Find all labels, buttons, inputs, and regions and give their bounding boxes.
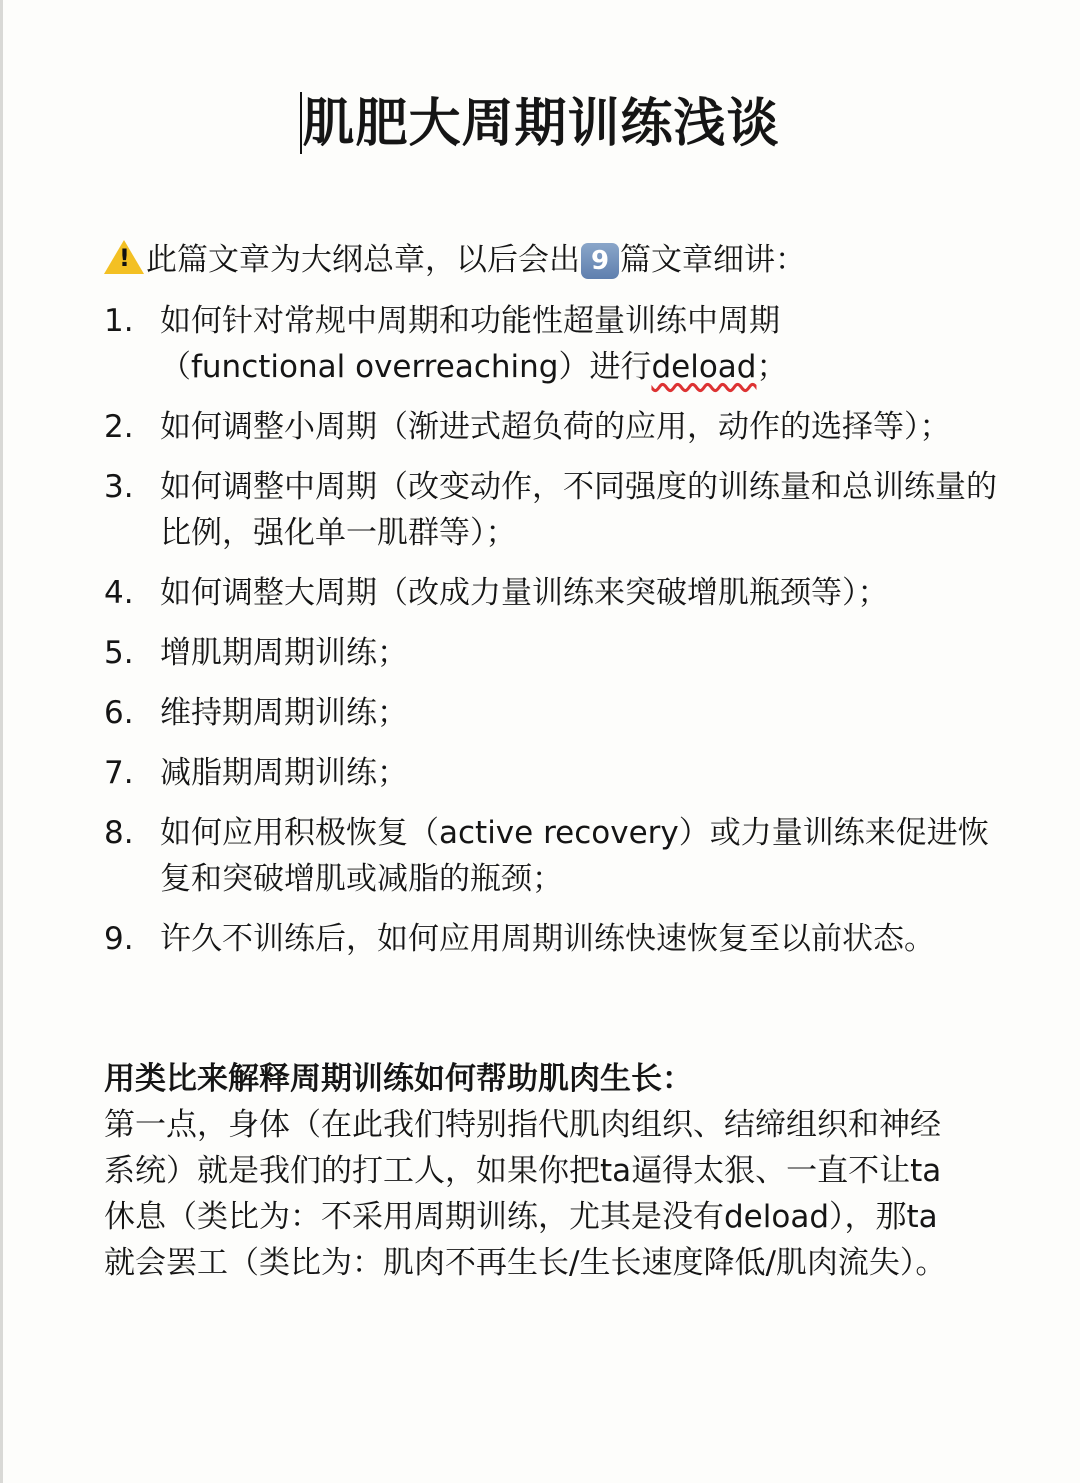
list-number: 8. bbox=[104, 815, 134, 851]
text-cursor bbox=[300, 92, 302, 154]
list-item bbox=[104, 464, 1004, 556]
list-item-text: 如何针对常规中周期和功能性超量训练中周期 bbox=[160, 303, 780, 339]
list-item-text: 减脂期周期训练； bbox=[160, 755, 408, 791]
list-item-text: 增肌期周期训练； bbox=[160, 635, 408, 671]
warning-icon bbox=[104, 240, 144, 274]
list-item-text-end: ； bbox=[756, 349, 788, 385]
section-heading: 用类比来解释周期训练如何帮助肌肉生长： bbox=[104, 1061, 693, 1097]
list-number: 2. bbox=[104, 409, 134, 445]
list-item-text: 如何调整中周期（改变动作，不同强度的训练量和总训练量的比例，强化单一肌群等）； bbox=[160, 469, 997, 551]
list-item-text: 如何调整小周期（渐进式超负荷的应用，动作的选择等）； bbox=[160, 409, 951, 445]
list-item bbox=[104, 916, 1004, 962]
list-item-text-continued: （functional overreaching）进行 bbox=[160, 349, 652, 385]
intro-line bbox=[104, 236, 1004, 284]
outline-list bbox=[104, 298, 1004, 976]
list-item bbox=[104, 810, 1004, 902]
section-paragraph: 第一点，身体（在此我们特别指代肌肉组织、结缔组织和神经系统）就是我们的打工人，如果你把ta逼得太狠、一直不让ta休息（类比为：不采用周期训练，尤其是没有deload），那ta就会罢工（类比为：肌肉不再生长/生长速度降低/肌肉流失）。 bbox=[104, 1107, 947, 1281]
list-item-text: 许久不训练后，如何应用周期训练快速恢复至以前状态。 bbox=[160, 921, 935, 957]
list-item bbox=[104, 404, 1004, 450]
intro-text-before: 此篇文章为大纲总章，以后会出 bbox=[146, 242, 580, 278]
intro-text-after: 篇文章细讲： bbox=[620, 242, 806, 278]
list-item bbox=[104, 298, 1004, 390]
list-number: 5. bbox=[104, 635, 134, 671]
list-item-text: 如何应用积极恢复（active recovery）或力量训练来促进恢复和突破增肌或减脂的瓶颈； bbox=[160, 815, 989, 897]
document-title[interactable] bbox=[0, 88, 1080, 160]
list-item bbox=[104, 570, 1004, 616]
list-number: 7. bbox=[104, 755, 134, 791]
list-number: 4. bbox=[104, 575, 134, 611]
list-number: 6. bbox=[104, 695, 134, 731]
misspelled-word[interactable]: deload bbox=[651, 349, 757, 385]
list-number: 3. bbox=[104, 469, 134, 505]
title-text: 肌肥大周期训练浅谈 bbox=[302, 94, 780, 154]
list-item bbox=[104, 690, 1004, 736]
list-item bbox=[104, 750, 1004, 796]
list-number: 1. bbox=[104, 303, 134, 339]
list-number: 9. bbox=[104, 921, 134, 957]
list-item-text: 维持期周期训练； bbox=[160, 695, 408, 731]
list-item-text: 如何调整大周期（改成力量训练来突破增肌瓶颈等）； bbox=[160, 575, 889, 611]
keycap-nine-icon: 9 bbox=[581, 243, 619, 279]
list-item bbox=[104, 630, 1004, 676]
